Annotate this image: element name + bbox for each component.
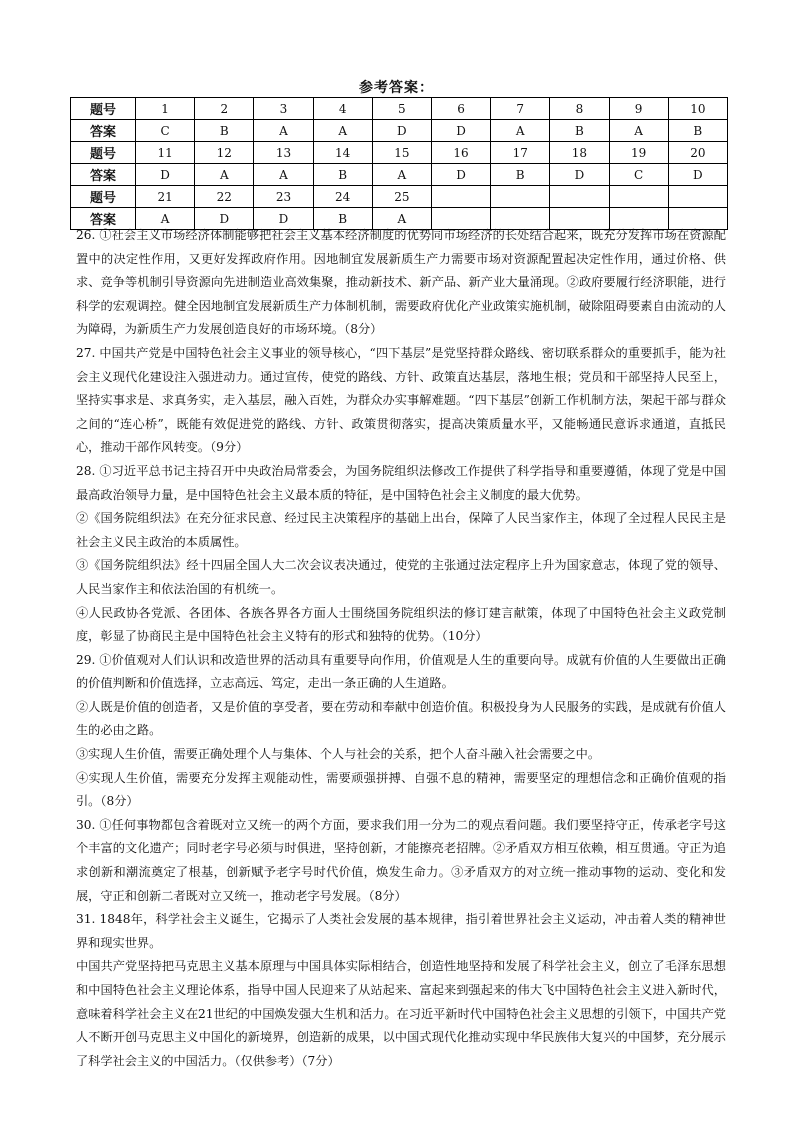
table-cell: 6 xyxy=(431,98,490,120)
table-row xyxy=(71,142,728,164)
table-cell: D xyxy=(136,164,195,186)
table-cell: 10 xyxy=(668,98,727,120)
table-cell xyxy=(550,186,609,208)
table-cell xyxy=(431,186,490,208)
table-cell: D xyxy=(254,208,313,230)
table-row xyxy=(71,98,728,120)
table-cell: 12 xyxy=(195,142,254,164)
table-cell: B xyxy=(313,208,372,230)
table-cell: A xyxy=(254,120,313,142)
answer-paragraph: ③《国务院组织法》经十四届全国人大二次会议表决通过，使党的主张通过法定程序上升为国家意志，体现了党的领导、人民当家作主和依法治国的有机统一。 xyxy=(76,558,726,596)
table-cell: D xyxy=(431,164,490,186)
table-cell: 3 xyxy=(254,98,313,120)
answer-table xyxy=(70,97,728,230)
table-cell: 2 xyxy=(195,98,254,120)
table-cell: A xyxy=(254,164,313,186)
answer-paragraph: 29. ①价值观对人们认识和改造世界的活动具有重要导向作用，价值观是人生的重要向导。成就有价值的人生要做出正确的价值判断和价值选择，立志高远、笃定，走出一条正确的人生道路。 xyxy=(76,652,726,691)
table-cell: 19 xyxy=(609,142,668,164)
answer-paragraph: 27. 中国共产党是中国特色社会主义事业的领导核心，“四下基层”是党坚持群众路线、密切联系群众的重要抓手，能为社会主义现代化建设注入强进动力。通过宣传，使党的路线、方针、政策直达基层，落地生根；党员和干部坚持人民至上，坚持实事求是、求真务实，走入基层，融入百姓，为群众办实事解难题。“四下基层”创新工作机制方法，架起干部与群众之间的“连心桥”，既能有效促进党的路线、方针、政策贯彻落实，提高决策质量水平，又能畅通民意诉求通道，直抵民心，推动干部作风转变。（9分） xyxy=(76,345,726,455)
table-cell xyxy=(491,186,550,208)
table-cell: 8 xyxy=(550,98,609,120)
table-cell: 7 xyxy=(491,98,550,120)
table-cell: 14 xyxy=(313,142,372,164)
table-cell: 18 xyxy=(550,142,609,164)
answer-explanations xyxy=(76,224,726,1073)
table-cell: A xyxy=(609,120,668,142)
table-cell: 24 xyxy=(313,186,372,208)
table-cell: D xyxy=(668,164,727,186)
table-cell: B xyxy=(195,120,254,142)
answer-paragraph: ②《国务院组织法》在充分征求民意、经过民主决策程序的基础上出台，保障了人民当家作主，体现了全过程人民民主是社会主义民主政治的本质属性。 xyxy=(76,511,726,549)
row-label: 答案 xyxy=(71,208,136,230)
table-cell: 16 xyxy=(431,142,490,164)
table-cell: 4 xyxy=(313,98,372,120)
table-cell: B xyxy=(313,164,372,186)
table-cell: A xyxy=(136,208,195,230)
row-label: 答案 xyxy=(71,164,136,186)
answer-paragraph: 26. ①社会主义市场经济体制能够把社会主义基本经济制度的优势同市场经济的长处结合起来，既充分发挥市场在资源配置中的决定性作用，又更好发挥政府作用。因地制宜发展新质生产力需要市场对资源配置起决定性作用，通过价格、供求、竞争等机制引导资源向先进制造业高效集聚，推动新技术、新产品、新产业大量涌现。②政府要履行经济职能，进行科学的宏观调控。健全因地制宜发展新质生产力体制机制，需要政府优化产业政策实施机制，破除阻碍要素自由流动的人为障碍，为新质生产力发展创造良好的市场环境。（8分） xyxy=(76,228,726,337)
answer-paragraph: ②人既是价值的创造者，又是价值的享受者，要在劳动和奉献中创造价值。积极投身为人民服务的实践，是成就有价值人生的必由之路。 xyxy=(76,699,726,738)
answer-paragraph: ④实现人生价值，需要充分发挥主观能动性，需要顽强拼搏、自强不息的精神，需要坚定的理想信念和正确价值观的指引。（8分） xyxy=(76,770,726,809)
page-title: 参考答案： xyxy=(359,80,434,96)
table-cell: B xyxy=(491,164,550,186)
table-cell: 1 xyxy=(136,98,195,120)
table-cell: 21 xyxy=(136,186,195,208)
table-cell: 11 xyxy=(136,142,195,164)
table-cell xyxy=(668,186,727,208)
table-cell: 13 xyxy=(254,142,313,164)
table-cell: 17 xyxy=(491,142,550,164)
table-cell: A xyxy=(372,208,431,230)
row-label: 答案 xyxy=(71,120,136,142)
table-cell: A xyxy=(372,164,431,186)
answer-paragraph: ③实现人生价值，需要正确处理个人与集体、个人与社会的关系，把个人奋斗融入社会需要之中。 xyxy=(76,747,601,762)
table-cell: A xyxy=(491,120,550,142)
table-row xyxy=(71,186,728,208)
table-cell: 22 xyxy=(195,186,254,208)
table-cell: D xyxy=(431,120,490,142)
table-cell: D xyxy=(372,120,431,142)
table-cell: 15 xyxy=(372,142,431,164)
table-cell: 5 xyxy=(372,98,431,120)
table-row xyxy=(71,164,728,186)
row-label: 题号 xyxy=(71,186,136,208)
table-cell: 9 xyxy=(609,98,668,120)
table-cell: C xyxy=(136,120,195,142)
answer-paragraph: 31. 1848年，科学社会主义诞生，它揭示了人类社会发展的基本规律，指引着世界社会主义运动，冲击着人类的精神世界和现实世界。 xyxy=(76,912,726,950)
table-cell: 25 xyxy=(372,186,431,208)
table-cell: D xyxy=(550,164,609,186)
answer-paragraph: 中国共产党坚持把马克思主义基本原理与中国具体实际相结合，创造性地坚持和发展了科学社会主义，创立了毛泽东思想和中国特色社会主义理论体系，指导中国人民迎来了从站起来、富起来到强起来的伟大飞中国特色社会主义进入新时代，意味着科学社会主义在21世纪的中国焕发强大生机和活力。在习近平新时代中国特色社会主义思想的引领下，中国共产党人不断开创马克思主义中国化的新境界，创造新的成果，以中国式现代化推动实现中华民族伟大复兴的中国梦，充分展示了科学社会主义的中国活力。（仅供参考）（7分） xyxy=(76,959,726,1068)
table-cell: D xyxy=(195,208,254,230)
answer-paragraph: 30. ①任何事物都包含着既对立又统一的两个方面，要求我们用一分为二的观点看问题。我们要坚持守正，传承老字号这个丰富的文化遗产；同时老字号必须与时俱进，坚持创新，才能擦亮老招牌。②矛盾双方相互依赖，相互贯通。守正为追求创新和潮流奠定了根基，创新赋予老字号时代价值，焕发生命力。③矛盾双方的对立统一推动事物的运动、变化和发展，守正和创新二者既对立又统一，推动老字号发展。（8分） xyxy=(76,817,726,903)
table-cell: 20 xyxy=(668,142,727,164)
table-cell: A xyxy=(313,120,372,142)
row-label: 题号 xyxy=(71,98,136,120)
table-cell: 23 xyxy=(254,186,313,208)
table-cell xyxy=(609,186,668,208)
answer-paragraph: ④人民政协各党派、各团体、各族各界各方面人士围绕国务院组织法的修订建言献策，体现了中国特色社会主义政党制度，彰显了协商民主是中国特色社会主义特有的形式和独特的优势。（10分） xyxy=(76,605,726,644)
table-cell: B xyxy=(668,120,727,142)
table-cell: C xyxy=(609,164,668,186)
table-row xyxy=(71,120,728,142)
answer-paragraph: 28. ①习近平总书记主持召开中央政治局常委会，为国务院组织法修改工作提供了科学指导和重要遵循，体现了党是中国最高政治领导力量，是中国特色社会主义最本质的特征，是中国特色社会主义制度的最大优势。 xyxy=(76,463,726,502)
table-cell: A xyxy=(195,164,254,186)
table-cell: B xyxy=(550,120,609,142)
row-label: 题号 xyxy=(71,142,136,164)
